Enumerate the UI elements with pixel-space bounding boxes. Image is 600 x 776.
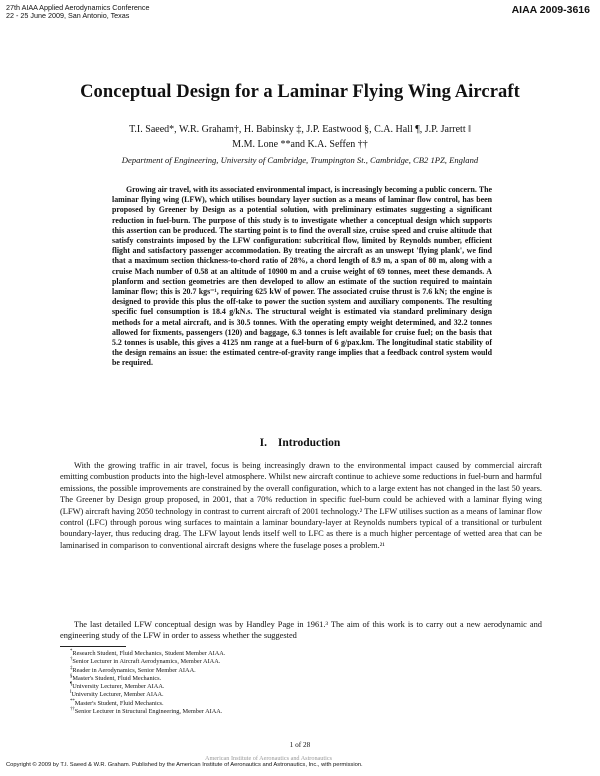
footnote: ‖University Lecturer, Member AIAA. [70,690,164,699]
conference-name: 27th AIAA Applied Aerodynamics Conference [6,3,150,12]
footnote: ‡Reader in Aerodynamics, Senior Member AIAA. [70,665,196,674]
intro-paragraph-1: With the growing traffic in air travel, focus is being increasingly drawn to the environmental impact caused by commercial aircraft emitting combustion products into the high-level atmosphere. Whilst new aircraft continue to achieve some reductions in fuel-burn and harmful emissions, the possible improvements are constrained by the overall configuration, which to a large extent has not changed in the last 50 years. The Greener by Design group proposed, in 2001, that a 70% reduction in specific fuel-burn could be achieved with a laminar flying wing (LFW) aircraft having 2050 technology in contrast to current aircraft of 2001 technology.² The LFW utilises suction as a means of laminar flow control (LFC) through porous wing surfaces to maintain a laminar boundary-layer at Reynolds numbers typical of a transitional or turbulent boundary-layer, thus reducing drag. The LFW layout lends itself well to LFC as there is a much higher percentage of wetted area that can be laminarised in comparison to conventional aircraft designs where the fuselage poses a problem.²¹ [60,461,542,550]
paper-code: AIAA 2009-3616 [511,4,590,16]
footnote: ¶University Lecturer, Member AIAA. [70,682,165,691]
conference-date-location: 22 - 25 June 2009, San Antonio, Texas [6,11,130,20]
intro-paragraph-2: The last detailed LFW conceptual design was by Handley Page in 1961.³ The aim of this work is to carry out a new aerodynamic and engineering study of the LFW in order to assess whether the suggested [60,620,542,641]
section-number: I. [259,437,268,449]
author-list-line2: M.M. Lone **and K.A. Seffen †† [232,139,368,150]
abstract: Growing air travel, with its associated environmental impact, is increasingly becoming a public concern. The laminar flying wing (LFW), which utilises boundary layer suction as a means of laminar flow control, has been proposed by Greener by Design as a potential solution, with preliminary estimates suggesting a significant reduction in fuel-burn. The purpose of this study is to investigate whether a conceptual design which supports this assertion can be produced. The starting point is to find the overall size, cruise speed and cruise altitude that satisfy constraints imposed by the LFW configuration: subcritical flow, limited by Reynolds number, efficient flight and satisfactory passenger accommodation. By treating the aircraft as an unswept 'flying plank', we find that a maximum section thickness-to-chord ratio of 28%, a chord length of 8.9 m, a span of 80 m, along with a cruise Mach number of 0.58 at an altitude of 10900 m and a cruise weight of 69 tonnes, meet these demands. A planform and section geometries are then developed to allow an estimate of the suction required to maintain laminar flow; this is 20.7 kgs⁻¹, requiring 625 kW of power. The associated cruise thrust is 7.6 kN; the engine is designed to provide this plus the off-take to power the suction system and auxiliary components. The resulting specific fuel consumption is 18.4 g/kN.s. The structural weight is estimated via standard preliminary design methods for a metal aircraft, and is 30.5 tonnes. With the operating empty weight determined, and 32.2 tonnes allowed for fixments, passengers (120) and baggage, 6.3 tonnes is left available for cruise fuel; on the basis that 5.2 tonnes is usable, this gives a 4125 nm range at a fuel-burn of 6 g/pax.km. The longitudinal static stability of the design remains an issue: the estimated centre-of-gravity range implies that a feedback control system would be required. [112,185,492,368]
paper-title: Conceptual Design for a Laminar Flying Wing Aircraft [80,82,520,102]
footnote: †Senior Lecturer in Aircraft Aerodynamics, Member AIAA. [70,657,221,666]
section-heading [0,437,600,449]
author-list-line1: T.I. Saeed*, W.R. Graham†, H. Babinsky ‡, J.P. Eastwood §, C.A. Hall ¶, J.P. Jarrett ‖ [129,124,471,135]
footnotes [70,650,470,716]
copyright-notice: Copyright © 2009 by T.I. Saeed & W.R. Graham. Published by the American Institute of Aeronautics and Astronautics, Inc., with permission. [6,762,363,768]
footnote: ††Senior Lecturer in Structural Engineering, Member AIAA. [70,706,223,716]
affiliation: Department of Engineering, University of Cambridge, Trumpington St., Cambridge, CB2 1PZ, England [121,155,479,165]
footnote: **Master's Student, Fluid Mechanics. [70,698,164,707]
publisher-overlay: American Institute of Aeronautics and Astronautics [205,755,332,762]
footnote: §Master's Student, Fluid Mechanics. [70,673,162,682]
section-title: Introduction [277,437,341,449]
footnote-divider [60,646,126,647]
footnote: *Research Student, Fluid Mechanics, Student Member AIAA. [70,648,226,657]
page-number: 1 of 28 [289,740,311,749]
